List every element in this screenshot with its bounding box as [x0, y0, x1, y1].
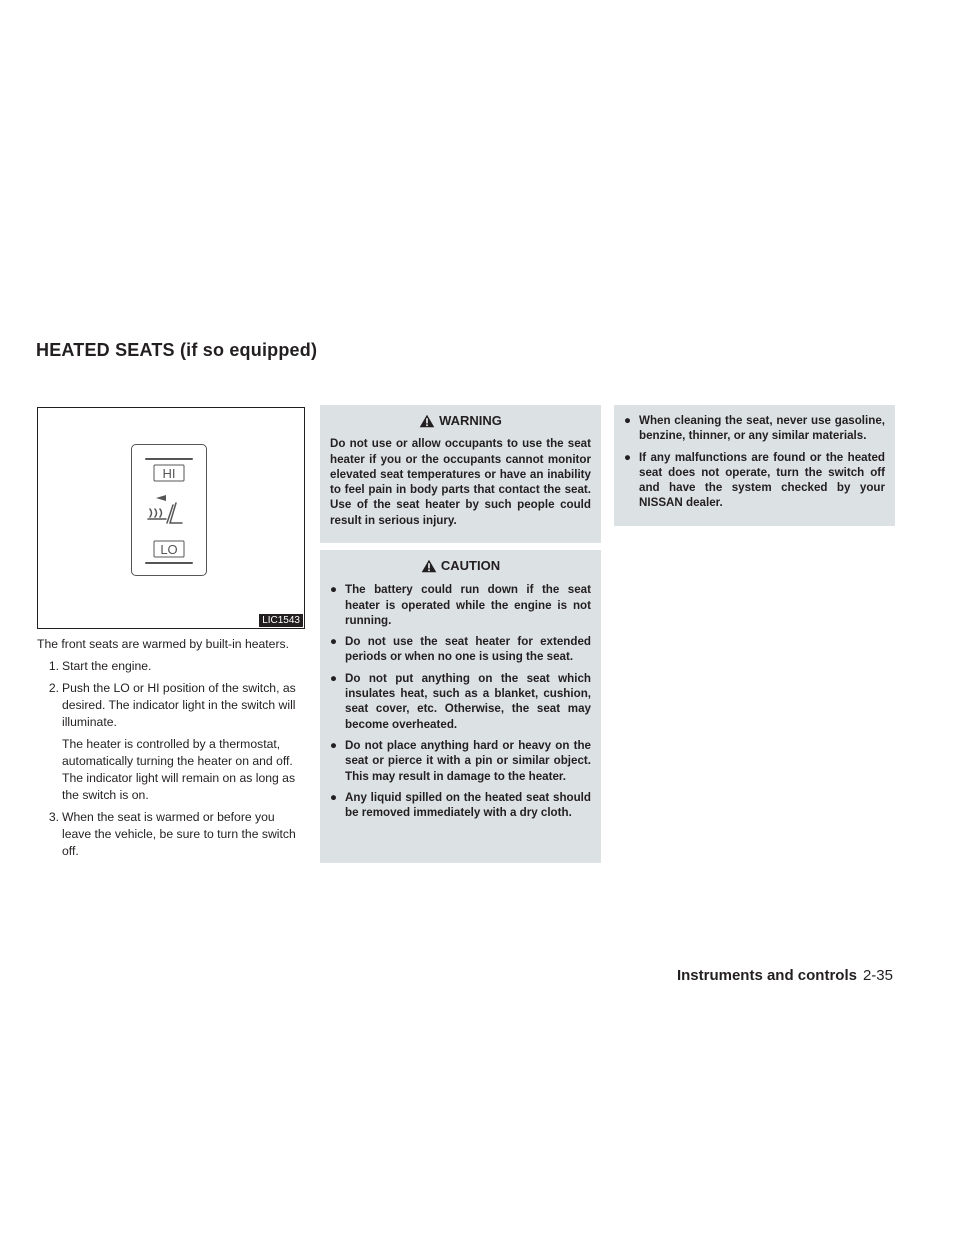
- bullet-icon: ●: [330, 635, 338, 649]
- page-footer: [677, 967, 893, 984]
- warning-box: [320, 405, 601, 543]
- step-item: [37, 658, 307, 675]
- bullet-icon: ●: [330, 671, 338, 685]
- bullet-icon: ●: [330, 790, 338, 804]
- chapter-title: Instruments and controls: [676, 967, 857, 984]
- caution-item: [330, 671, 591, 732]
- warning-text: Do not use or allow occupants to use the seat heater if you or the occupants cannot monitor elevated seat temperatures or have an inability to feel pain in body parts that contact the seat. Use of the seat heater by such people could result in serious injury.: [330, 437, 591, 527]
- caution-continued-box: [614, 405, 895, 526]
- caution-item-text: Do not use the seat heater for extended periods or when no one is using the seat.: [345, 635, 591, 664]
- heated-seat-icon: [148, 503, 182, 523]
- page-number: 2-35: [862, 967, 893, 984]
- caution-item: [330, 634, 591, 665]
- step-number: 1.: [48, 659, 59, 673]
- steps-list: [37, 658, 307, 860]
- step-number: 3.: [48, 810, 59, 824]
- caution-item-text: Do not place anything hard or heavy on the seat or pierce it with a pin or similar object. This may result in damage to the heater.: [345, 738, 591, 783]
- step-text: Push the LO or HI position of the switch, as desired. The indicator light in the switch will illuminate.: [62, 681, 296, 729]
- instructions-column: [37, 636, 307, 865]
- figure-code: LIC1543: [259, 614, 303, 627]
- warning-title: WARNING: [439, 413, 502, 428]
- bullet-icon: ●: [330, 738, 338, 752]
- caution-item-text: Any liquid spilled on the heated seat should be removed immediately with a dry cloth.: [345, 790, 591, 820]
- caution-header: [330, 558, 591, 573]
- caution-item-text: When cleaning the seat, never use gasoline, benzine, thinner, or any similar materials.: [639, 414, 885, 443]
- warning-triangle-icon: [419, 414, 435, 428]
- caution-item-text: If any malfunctions are found or the heated seat does not operate, turn the switch off and have the system checked by your NISSAN dealer.: [639, 450, 885, 510]
- step-item: [37, 809, 307, 860]
- caution-triangle-icon: [421, 559, 437, 573]
- intro-text: The front seats are warmed by built-in heaters.: [37, 637, 289, 651]
- bullet-icon: ●: [624, 450, 632, 464]
- switch-drawing: [132, 445, 206, 575]
- section-title: HEATED SEATS (if so equipped): [36, 340, 318, 360]
- caution-item: [330, 582, 591, 628]
- caution-box: [320, 550, 601, 863]
- caution-list: [330, 582, 591, 820]
- step-text: Start the engine.: [62, 659, 152, 673]
- caution-item-text: Do not put anything on the seat which insulates heat, such as a blanket, cushion, seat cover, etc. Otherwise, the seat may become overheated.: [345, 671, 591, 731]
- caution-item: [330, 738, 591, 784]
- caution-item: [624, 450, 885, 511]
- bullet-icon: ●: [330, 583, 338, 597]
- switch-panel: [131, 444, 207, 576]
- step-item: [37, 680, 307, 804]
- caution-title: CAUTION: [440, 558, 501, 573]
- hi-label: HI: [162, 466, 176, 481]
- step-text: When the seat is warmed or before you leave the vehicle, be sure to turn the switch off.: [62, 810, 296, 858]
- caution-item-text: The battery could run down if the seat heater is operated while the engine is not running.: [345, 583, 591, 627]
- heated-seat-switch-illustration: [37, 407, 305, 629]
- indicator-arrow-icon: [156, 495, 166, 501]
- bullet-icon: ●: [624, 414, 632, 427]
- lo-label: LO: [160, 542, 178, 557]
- caution-item: [330, 790, 591, 821]
- caution-item: [624, 413, 885, 444]
- step-number: 2.: [48, 681, 59, 695]
- step-subtext: The heater is controlled by a thermostat, automatically turning the heater on and off. The indicator light will remain on as long as the switch is on.: [62, 737, 296, 802]
- warning-header: [330, 413, 591, 428]
- caution-continued-list: [624, 413, 885, 511]
